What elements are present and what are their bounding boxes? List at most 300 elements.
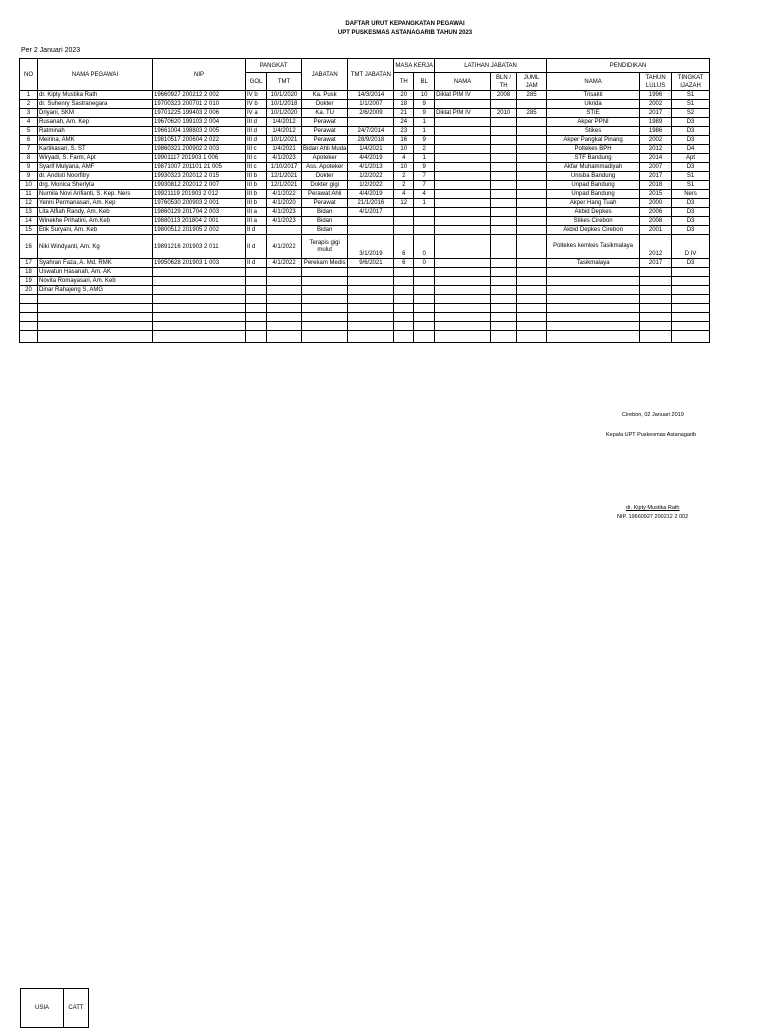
table-cell xyxy=(435,277,491,286)
table-cell xyxy=(435,136,491,145)
table-cell: 18 xyxy=(20,268,38,277)
table-cell: 4 xyxy=(394,190,414,199)
table-cell: 2010 xyxy=(491,109,517,118)
table-cell xyxy=(435,127,491,136)
table-cell: 20 xyxy=(20,286,38,295)
table-cell xyxy=(246,277,267,286)
table-cell: dr. Suhenry Sastranegara xyxy=(38,100,153,109)
table-row xyxy=(20,235,710,259)
col-lat-bln: BLN / TH xyxy=(491,73,517,91)
table-cell: 19860321 200902 2 003 xyxy=(153,145,246,154)
table-cell: D3 xyxy=(672,226,710,235)
table-cell xyxy=(348,277,394,286)
table-cell: 6 xyxy=(394,259,414,268)
table-cell: Diklat PIM IV xyxy=(435,91,491,100)
table-cell xyxy=(672,277,710,286)
table-cell: 2017 xyxy=(640,259,672,268)
table-cell xyxy=(517,208,547,217)
table-cell xyxy=(435,100,491,109)
table-cell xyxy=(491,235,517,259)
table-cell xyxy=(491,190,517,199)
table-cell: 14/3/2014 xyxy=(348,91,394,100)
table-cell xyxy=(435,172,491,181)
table-cell: 3/1/2019 xyxy=(348,235,394,259)
table-row xyxy=(20,286,710,295)
table-cell xyxy=(491,286,517,295)
table-cell: 4/1/2013 xyxy=(348,163,394,172)
table-cell: 7 xyxy=(414,181,435,190)
table-cell: 19760530 200903 2 001 xyxy=(153,199,246,208)
table-cell xyxy=(517,235,547,259)
table-cell: 1/10/2017 xyxy=(267,163,302,172)
table-cell xyxy=(394,277,414,286)
table-cell: 1/2/2022 xyxy=(348,181,394,190)
table-cell xyxy=(517,172,547,181)
table-cell xyxy=(246,268,267,277)
table-cell xyxy=(435,286,491,295)
table-cell xyxy=(435,226,491,235)
table-row xyxy=(20,181,710,190)
table-cell: 16 xyxy=(394,136,414,145)
table-cell: Apt xyxy=(672,154,710,163)
table-cell xyxy=(302,268,348,277)
table-cell: 1 xyxy=(414,154,435,163)
table-cell xyxy=(267,226,302,235)
table-cell xyxy=(517,268,547,277)
col-tmt: TMT xyxy=(267,73,302,91)
table-cell: 4/1/2023 xyxy=(267,208,302,217)
table-cell: Perawat Ahli xyxy=(302,190,348,199)
table-cell: Trisakti xyxy=(547,91,640,100)
table-cell xyxy=(348,268,394,277)
table-cell: 24/7/2014 xyxy=(348,127,394,136)
table-cell xyxy=(640,268,672,277)
table-cell: 4/1/2017 xyxy=(348,208,394,217)
table-cell xyxy=(491,100,517,109)
table-cell: D3 xyxy=(672,208,710,217)
table-cell xyxy=(414,208,435,217)
table-cell: D3 xyxy=(672,136,710,145)
table-cell: 19800512 201905 2 002 xyxy=(153,226,246,235)
table-cell: Ka. TU xyxy=(302,109,348,118)
table-row-empty xyxy=(20,331,710,343)
table-cell xyxy=(491,277,517,286)
table-cell: 19670620 199103 2 004 xyxy=(153,118,246,127)
col-tahun-lulus: TAHUN LULUS xyxy=(640,73,672,91)
table-cell: S1 xyxy=(672,100,710,109)
col-pendidikan: PENDIDIKAN xyxy=(547,59,710,73)
col-lat-nama: NAMA xyxy=(435,73,491,91)
table-cell: II d xyxy=(246,226,267,235)
table-cell: 18 xyxy=(394,100,414,109)
table-cell xyxy=(491,181,517,190)
col-pend-nama: NAMA xyxy=(547,73,640,91)
table-cell: Nurnila Novi Arifianti, S. Kep. Ners xyxy=(38,190,153,199)
table-cell: III c xyxy=(246,154,267,163)
table-cell: 1 xyxy=(414,118,435,127)
table-cell xyxy=(547,277,640,286)
table-cell xyxy=(517,100,547,109)
table-cell xyxy=(517,226,547,235)
table-cell xyxy=(414,226,435,235)
table-cell xyxy=(414,286,435,295)
table-cell xyxy=(491,145,517,154)
table-cell xyxy=(394,217,414,226)
table-cell: D IV xyxy=(672,235,710,259)
table-row xyxy=(20,259,710,268)
table-cell xyxy=(435,208,491,217)
table-cell: III a xyxy=(246,208,267,217)
table-row xyxy=(20,199,710,208)
table-cell: 10 xyxy=(414,91,435,100)
table-cell xyxy=(246,286,267,295)
table-cell xyxy=(640,286,672,295)
table-row-empty xyxy=(20,313,710,322)
table-cell xyxy=(491,208,517,217)
table-row xyxy=(20,109,710,118)
table-cell xyxy=(435,199,491,208)
table-cell: IV a xyxy=(246,109,267,118)
table-cell xyxy=(547,286,640,295)
table-cell: 285 xyxy=(517,109,547,118)
table-cell: Winekhe Prihatini, Am.Keb xyxy=(38,217,153,226)
table-cell: 1 xyxy=(414,199,435,208)
table-cell: 28/9/2018 xyxy=(348,136,394,145)
table-cell: Syarif Mulyana, AMF xyxy=(38,163,153,172)
table-cell: 10/1/2018 xyxy=(267,100,302,109)
table-cell: 9 xyxy=(20,172,38,181)
table-row xyxy=(20,172,710,181)
table-cell: Dokter gigi xyxy=(302,181,348,190)
table-row xyxy=(20,136,710,145)
table-cell xyxy=(517,163,547,172)
table-cell: Meirina, AMK xyxy=(38,136,153,145)
table-cell: 1/1/2007 xyxy=(348,100,394,109)
sign-place-date: Cirebon, 02 Januari 2019 xyxy=(622,412,684,418)
table-cell: 19701225 199403 2 006 xyxy=(153,109,246,118)
table-row xyxy=(20,268,710,277)
table-cell xyxy=(414,277,435,286)
table-cell: 19871007 201101 21 005 xyxy=(153,163,246,172)
table-cell: 2000 xyxy=(640,199,672,208)
table-cell: 12/1/2021 xyxy=(267,172,302,181)
footer-table xyxy=(20,988,89,1028)
table-cell: Perekam Medis xyxy=(302,259,348,268)
table-cell: Ners xyxy=(672,190,710,199)
table-cell: 19901117 201903 1 006 xyxy=(153,154,246,163)
table-cell: Novita Romayasari, Am. Keb xyxy=(38,277,153,286)
table-cell: Bidan xyxy=(302,208,348,217)
table-cell: 21/1/2016 xyxy=(348,199,394,208)
table-cell xyxy=(517,277,547,286)
table-cell: Perawat xyxy=(302,118,348,127)
table-cell: D3 xyxy=(672,199,710,208)
table-cell xyxy=(491,163,517,172)
table-cell: Uswatun Hasanah, Am. AK xyxy=(38,268,153,277)
table-cell: 1989 xyxy=(640,118,672,127)
table-cell xyxy=(348,286,394,295)
table-cell: 15 xyxy=(20,226,38,235)
col-nip: NIP xyxy=(153,59,246,91)
col-gol: GOL xyxy=(246,73,267,91)
table-cell: 19891216 201903 2 011 xyxy=(153,235,246,259)
table-cell: 7 xyxy=(20,145,38,154)
table-cell xyxy=(302,286,348,295)
table-cell: 20 xyxy=(394,91,414,100)
table-cell: 4/4/2019 xyxy=(348,154,394,163)
table-cell: Perawat xyxy=(302,127,348,136)
table-cell: 4 xyxy=(414,190,435,199)
table-cell: S1 xyxy=(672,181,710,190)
table-row xyxy=(20,226,710,235)
table-cell xyxy=(517,217,547,226)
col-nama: NAMA PEGAWAI xyxy=(38,59,153,91)
table-row-empty xyxy=(20,304,710,313)
table-cell: Poltekes kemkes Tasikmalaya xyxy=(547,235,640,259)
table-cell: 19 xyxy=(20,277,38,286)
table-cell: D3 xyxy=(672,127,710,136)
table-cell: III b xyxy=(246,199,267,208)
table-row xyxy=(20,277,710,286)
table-cell: Akbid Depkes xyxy=(547,208,640,217)
table-cell: Akper Hang Tuah xyxy=(547,199,640,208)
table-cell: 14 xyxy=(20,217,38,226)
table-cell: Dinar Rahajeng S, AMG xyxy=(38,286,153,295)
table-cell: 19810517 200604 2 022 xyxy=(153,136,246,145)
table-cell: 2017 xyxy=(640,109,672,118)
table-cell: D3 xyxy=(672,163,710,172)
table-cell xyxy=(491,172,517,181)
table-cell xyxy=(348,217,394,226)
table-cell: 10/1/2021 xyxy=(267,136,302,145)
table-cell: D3 xyxy=(672,217,710,226)
table-cell: 9 xyxy=(20,163,38,172)
table-cell: 19880113 201804 2 001 xyxy=(153,217,246,226)
table-cell: Bidan xyxy=(302,226,348,235)
table-cell: II d xyxy=(246,235,267,259)
table-cell xyxy=(435,163,491,172)
table-cell: 2012 xyxy=(640,235,672,259)
table-cell: 1 xyxy=(414,127,435,136)
sign-name: dr. Kipty Mustika Rath xyxy=(626,505,680,511)
table-cell: 0 xyxy=(414,259,435,268)
table-cell: Ratminah xyxy=(38,127,153,136)
table-cell xyxy=(491,268,517,277)
doc-title: DAFTAR URUT KEPANGKATAN PEGAWAI xyxy=(345,21,465,27)
table-cell xyxy=(640,277,672,286)
table-cell: dr. Kipty Mustika Rath xyxy=(38,91,153,100)
table-cell: 1/2/2022 xyxy=(348,172,394,181)
table-cell xyxy=(491,154,517,163)
col-tmt-jabatan: TMT JABATAN xyxy=(348,59,394,91)
table-cell: 10/1/2020 xyxy=(267,109,302,118)
table-cell: 4 xyxy=(20,118,38,127)
col-masa-kerja: MASA KERJA xyxy=(394,59,435,73)
table-cell: 24 xyxy=(394,118,414,127)
table-cell: 1/4/2021 xyxy=(267,145,302,154)
table-cell: 285 xyxy=(517,91,547,100)
report-date: Per 2 Januari 2023 xyxy=(21,47,81,54)
table-cell xyxy=(435,190,491,199)
table-cell: 4/1/2023 xyxy=(267,217,302,226)
table-row xyxy=(20,145,710,154)
table-cell: 10 xyxy=(20,181,38,190)
footer-catt: CATT xyxy=(64,989,89,1028)
table-cell: Yenni Permanasari, Am. Kep xyxy=(38,199,153,208)
table-cell: 2 xyxy=(20,100,38,109)
table-row xyxy=(20,208,710,217)
sign-nip: NIP. 19660927 200212 2 002 xyxy=(617,514,689,520)
table-cell: Stikes Cirebon xyxy=(547,217,640,226)
table-cell: III b xyxy=(246,181,267,190)
table-cell: 1/4/2021 xyxy=(348,145,394,154)
table-cell: 12/1/2021 xyxy=(267,181,302,190)
table-cell: 4/1/2020 xyxy=(267,199,302,208)
table-cell: 6 xyxy=(394,235,414,259)
table-cell: 0 xyxy=(414,235,435,259)
table-cell: III d xyxy=(246,118,267,127)
table-cell: 19661004 198803 2 005 xyxy=(153,127,246,136)
col-latihan: LATIHAN JABATAN xyxy=(435,59,547,73)
table-cell: 2007 xyxy=(640,163,672,172)
table-cell: Niki Windyanti, Am. Kg xyxy=(38,235,153,259)
col-lat-jam: JUML JAM xyxy=(517,73,547,91)
table-cell: 10 xyxy=(394,163,414,172)
table-cell: 2 xyxy=(394,181,414,190)
col-bl: BL xyxy=(414,73,435,91)
table-cell: 9 xyxy=(414,100,435,109)
table-cell xyxy=(517,286,547,295)
table-cell: 19660927 200212 2 002 xyxy=(153,91,246,100)
table-cell: dr. Andisti Noorfitry xyxy=(38,172,153,181)
table-cell: 12 xyxy=(394,199,414,208)
table-cell: Ass. Apoteker xyxy=(302,163,348,172)
table-cell xyxy=(435,154,491,163)
table-cell: 2 xyxy=(394,172,414,181)
table-cell: Terapis gigi mulut xyxy=(302,235,348,259)
table-cell: 8 xyxy=(20,154,38,163)
table-cell xyxy=(267,286,302,295)
table-cell: III b xyxy=(246,172,267,181)
table-cell: Unpad Bandung xyxy=(547,181,640,190)
table-cell: 2 xyxy=(414,145,435,154)
table-cell: Perawat xyxy=(302,136,348,145)
table-cell xyxy=(517,118,547,127)
table-cell: 19921119 201903 2 012 xyxy=(153,190,246,199)
table-cell: 1 xyxy=(20,91,38,100)
table-cell: 2001 xyxy=(640,226,672,235)
table-cell xyxy=(435,145,491,154)
table-row xyxy=(20,91,710,100)
table-cell: 2002 xyxy=(640,136,672,145)
table-cell: 4/1/2023 xyxy=(267,154,302,163)
table-cell: D3 xyxy=(672,118,710,127)
table-cell: 19930812 202012 2 007 xyxy=(153,181,246,190)
table-cell: 4/1/2022 xyxy=(267,235,302,259)
table-row xyxy=(20,190,710,199)
table-cell: 4/1/2022 xyxy=(267,259,302,268)
table-cell: S2 xyxy=(672,109,710,118)
table-cell: 2008 xyxy=(491,91,517,100)
table-cell: III d xyxy=(246,136,267,145)
table-cell: 9 xyxy=(414,136,435,145)
table-cell: Kartikasari, S. ST xyxy=(38,145,153,154)
table-cell: 2018 xyxy=(640,181,672,190)
table-cell: Unisba Bandung xyxy=(547,172,640,181)
table-cell xyxy=(491,127,517,136)
table-cell: 9 xyxy=(414,109,435,118)
table-cell xyxy=(491,199,517,208)
table-cell xyxy=(491,118,517,127)
table-cell xyxy=(394,268,414,277)
table-cell: Perawat xyxy=(302,199,348,208)
table-cell: STF Bandung xyxy=(547,154,640,163)
table-cell: IV b xyxy=(246,100,267,109)
table-cell xyxy=(435,181,491,190)
table-cell: 13 xyxy=(20,208,38,217)
table-cell xyxy=(435,268,491,277)
table-cell: 10 xyxy=(394,145,414,154)
table-cell xyxy=(517,154,547,163)
table-cell: 2012 xyxy=(640,145,672,154)
table-cell: 19700323 200701 2 010 xyxy=(153,100,246,109)
table-cell xyxy=(394,208,414,217)
table-cell: Akbid Depkes Cirebon xyxy=(547,226,640,235)
table-cell: 19860129 201704 2 003 xyxy=(153,208,246,217)
table-cell: III a xyxy=(246,217,267,226)
table-row xyxy=(20,163,710,172)
table-cell xyxy=(153,268,246,277)
table-cell xyxy=(267,268,302,277)
table-cell xyxy=(414,217,435,226)
table-cell xyxy=(491,136,517,145)
table-cell xyxy=(491,226,517,235)
table-cell xyxy=(517,199,547,208)
table-cell: 1/4/2012 xyxy=(267,118,302,127)
table-cell: 12 xyxy=(20,199,38,208)
table-cell xyxy=(491,259,517,268)
table-row xyxy=(20,217,710,226)
table-cell: IV b xyxy=(246,91,267,100)
table-row xyxy=(20,154,710,163)
col-jabatan: JABATAN xyxy=(302,59,348,91)
table-cell: 19930323 202012 2 015 xyxy=(153,172,246,181)
table-cell: Wiryadi, S. Farm, Apt xyxy=(38,154,153,163)
col-pangkat: PANGKAT xyxy=(246,59,302,73)
table-cell: 4 xyxy=(394,154,414,163)
table-cell xyxy=(394,226,414,235)
table-cell: Driyani, SKM xyxy=(38,109,153,118)
table-cell: 2014 xyxy=(640,154,672,163)
table-cell: Rusanah, Am. Kep xyxy=(38,118,153,127)
table-cell: Tasikmalaya xyxy=(547,259,640,268)
table-cell: 11 xyxy=(20,190,38,199)
table-cell: 4/4/2019 xyxy=(348,190,394,199)
table-cell: 7 xyxy=(414,172,435,181)
table-cell: Etik Suryani, Am. Keb xyxy=(38,226,153,235)
table-cell xyxy=(348,118,394,127)
table-cell xyxy=(153,277,246,286)
table-cell xyxy=(672,286,710,295)
table-cell: 9 xyxy=(414,163,435,172)
table-row-empty xyxy=(20,322,710,331)
table-cell xyxy=(414,268,435,277)
table-cell xyxy=(517,127,547,136)
table-cell: Apoteker xyxy=(302,154,348,163)
table-cell xyxy=(267,277,302,286)
table-row xyxy=(20,118,710,127)
table-cell: III c xyxy=(246,163,267,172)
